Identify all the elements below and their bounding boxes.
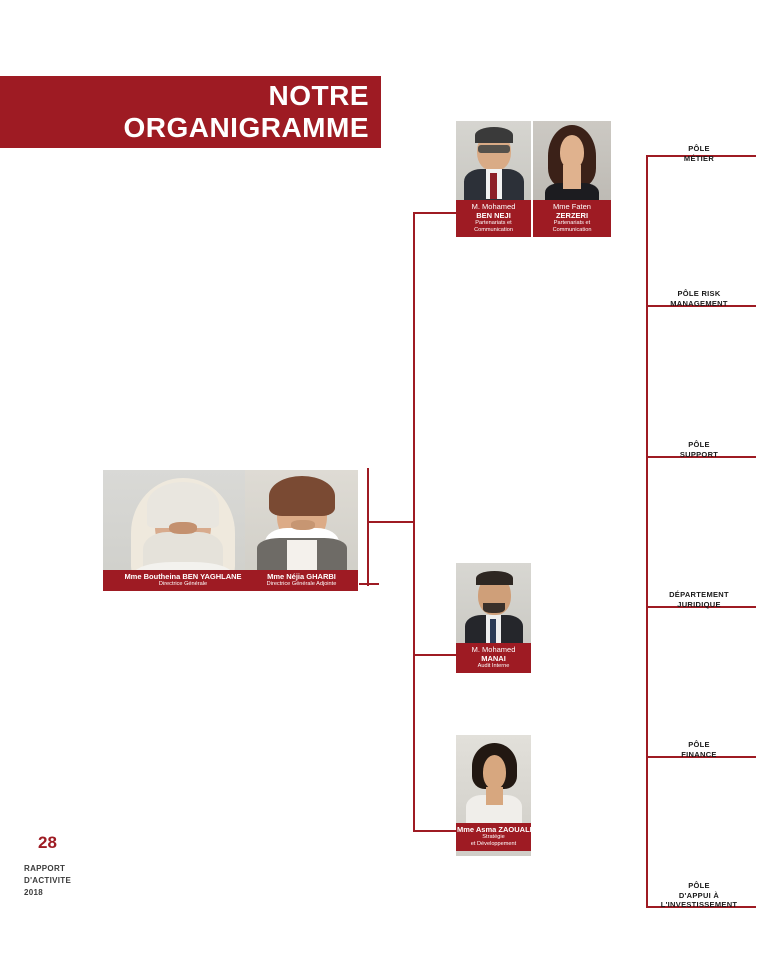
person-name: Mme Néjia GHARBI (267, 572, 336, 581)
person-card[interactable] (245, 470, 358, 591)
person-name: M. Mohamed (471, 645, 516, 654)
person-card[interactable] (103, 470, 263, 591)
person-card[interactable] (456, 735, 531, 856)
person-caption (103, 570, 263, 591)
connector-branch-strategie (413, 830, 456, 832)
person-lastname: ZERZERI (555, 211, 589, 220)
person-role: Partenariats et Communication (474, 220, 513, 233)
person-lastname: MANAI (481, 654, 506, 663)
person-card[interactable] (456, 563, 531, 673)
person-card[interactable] (456, 121, 531, 231)
person-caption (533, 200, 611, 237)
pole-label-metier: PÔLE MÉTIER (683, 144, 715, 163)
person-name: Mme Boutheina BEN YAGHLANE (124, 572, 242, 581)
person-name: Mme Asma ZAOUALI (457, 825, 532, 834)
person-name: Mme Faten (553, 202, 591, 211)
connector-pole-spine (646, 155, 648, 907)
connector-branch-communication (413, 212, 456, 214)
person-caption (456, 643, 531, 673)
pole-label-support: PÔLE SUPPORT (679, 440, 719, 459)
connector-main-spine (413, 212, 415, 832)
person-role: Partenariats et Communication (552, 220, 592, 233)
page-title-line1: NOTRE (268, 80, 369, 111)
connector-dg-bracket (367, 468, 369, 586)
person-lastname: BEN NEJI (476, 211, 511, 220)
pole-label-juridique: DÉPARTEMENT JURIDIQUE (669, 590, 729, 609)
person-caption (456, 200, 531, 237)
person-caption (456, 823, 531, 851)
pole-label-finance: PÔLE FINANCE (681, 740, 717, 759)
person-role: Stratégie et Développement (470, 834, 517, 847)
page-title-line2: ORGANIGRAMME (123, 112, 369, 143)
person-role: Directrice Générale (158, 581, 208, 587)
pole-label-appui-investissement: PÔLE D'APPUI À L'INVESTISSEMENT (660, 881, 738, 909)
person-card[interactable] (533, 121, 611, 231)
page-title (123, 80, 369, 144)
page-header-band (0, 76, 381, 148)
person-role: Directrice Générale Adjointe (266, 581, 337, 587)
page-number: 28 (38, 833, 57, 852)
pole-label-risk-management: PÔLE RISK MANAGEMENT (670, 289, 728, 308)
person-name: M. Mohamed (471, 202, 516, 211)
connector-dg-stub (359, 583, 379, 585)
connector-branch-audit (413, 654, 456, 656)
connector-dg-to-spine (367, 521, 415, 523)
person-role: Audit Interne (477, 663, 510, 669)
person-caption (245, 570, 358, 591)
footer-report-label: RAPPORT D'ACTIVITE 2018 (24, 864, 72, 897)
